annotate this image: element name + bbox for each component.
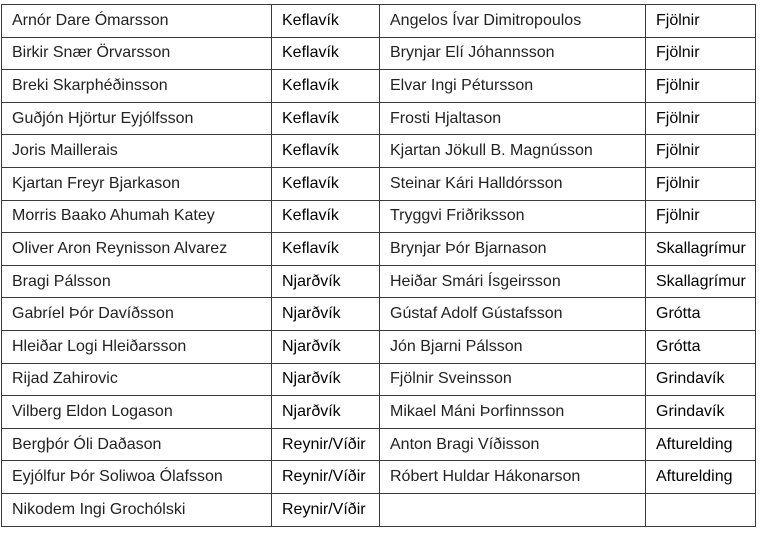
player-name-cell: Guðjón Hjörtur Eyjólfsson (2, 102, 272, 135)
player-name-cell: Kjartan Freyr Bjarkason (2, 167, 272, 200)
club-cell: Skallagrímur (646, 233, 756, 266)
player-name-cell: Bergþór Óli Daðason (2, 428, 272, 461)
club-cell: Keflavík (272, 5, 380, 38)
table-row (2, 428, 756, 461)
player-name-cell: Eyjólfur Þór Soliwoa Ólafsson (2, 461, 272, 494)
club-cell: Keflavík (272, 37, 380, 70)
club-cell: Keflavík (272, 200, 380, 233)
table-row (2, 330, 756, 363)
player-name-cell: Róbert Huldar Hákonarson (380, 461, 646, 494)
club-cell: Grótta (646, 330, 756, 363)
player-name-cell: Heiðar Smári Ísgeirsson (380, 265, 646, 298)
player-name-cell: Kjartan Jökull B. Magnússon (380, 135, 646, 168)
player-name-cell: Gabríel Þór Davíðsson (2, 298, 272, 331)
club-cell: Keflavík (272, 102, 380, 135)
club-cell: Grindavík (646, 396, 756, 429)
player-name-cell: Jón Bjarni Pálsson (380, 330, 646, 363)
club-cell: Reynir/Víðir (272, 428, 380, 461)
table-row (2, 233, 756, 266)
club-cell: Fjölnir (646, 135, 756, 168)
club-cell: Keflavík (272, 167, 380, 200)
player-name-cell: Mikael Máni Þorfinnsson (380, 396, 646, 429)
player-name-cell: Vilberg Eldon Logason (2, 396, 272, 429)
club-cell: Fjölnir (646, 37, 756, 70)
table-row (2, 298, 756, 331)
club-cell: Keflavík (272, 135, 380, 168)
table-row (2, 167, 756, 200)
club-cell: Skallagrímur (646, 265, 756, 298)
club-cell: Njarðvík (272, 330, 380, 363)
club-cell: Fjölnir (646, 5, 756, 38)
club-cell: Fjölnir (646, 167, 756, 200)
club-cell (646, 493, 756, 526)
table-row (2, 200, 756, 233)
player-name-cell: Gústaf Adolf Gústafsson (380, 298, 646, 331)
club-cell: Njarðvík (272, 265, 380, 298)
player-name-cell: Anton Bragi Víðisson (380, 428, 646, 461)
player-name-cell: Joris Maillerais (2, 135, 272, 168)
player-name-cell: Angelos Ívar Dimitropoulos (380, 5, 646, 38)
table-row (2, 265, 756, 298)
club-cell: Fjölnir (646, 200, 756, 233)
table-row (2, 135, 756, 168)
player-name-cell (380, 493, 646, 526)
club-cell: Njarðvík (272, 363, 380, 396)
table-row (2, 461, 756, 494)
club-cell: Keflavík (272, 233, 380, 266)
club-cell: Njarðvík (272, 298, 380, 331)
player-name-cell: Frosti Hjaltason (380, 102, 646, 135)
player-name-cell: Nikodem Ingi Grochólski (2, 493, 272, 526)
player-roster-table (1, 4, 756, 527)
player-name-cell: Fjölnir Sveinsson (380, 363, 646, 396)
club-cell: Fjölnir (646, 102, 756, 135)
player-name-cell: Bragi Pálsson (2, 265, 272, 298)
club-cell: Reynir/Víðir (272, 461, 380, 494)
player-name-cell: Arnór Dare Ómarsson (2, 5, 272, 38)
table-row (2, 363, 756, 396)
player-name-cell: Breki Skarphéðinsson (2, 70, 272, 103)
player-name-cell: Oliver Aron Reynisson Alvarez (2, 233, 272, 266)
player-name-cell: Tryggvi Friðriksson (380, 200, 646, 233)
player-name-cell: Brynjar Þór Bjarnason (380, 233, 646, 266)
table-row (2, 37, 756, 70)
player-name-cell: Steinar Kári Halldórsson (380, 167, 646, 200)
table-row (2, 396, 756, 429)
club-cell: Njarðvík (272, 396, 380, 429)
player-name-cell: Elvar Ingi Pétursson (380, 70, 646, 103)
club-cell: Afturelding (646, 461, 756, 494)
player-name-cell: Rijad Zahirovic (2, 363, 272, 396)
table-row (2, 493, 756, 526)
club-cell: Reynir/Víðir (272, 493, 380, 526)
player-name-cell: Birkir Snær Örvarsson (2, 37, 272, 70)
player-name-cell: Brynjar Elí Jóhannsson (380, 37, 646, 70)
club-cell: Grindavík (646, 363, 756, 396)
club-cell: Keflavík (272, 70, 380, 103)
player-name-cell: Morris Baako Ahumah Katey (2, 200, 272, 233)
club-cell: Grótta (646, 298, 756, 331)
player-name-cell: Hleiðar Logi Hleiðarsson (2, 330, 272, 363)
table-row (2, 5, 756, 38)
club-cell: Fjölnir (646, 70, 756, 103)
roster-body (2, 5, 756, 527)
club-cell: Afturelding (646, 428, 756, 461)
table-row (2, 70, 756, 103)
table-row (2, 102, 756, 135)
